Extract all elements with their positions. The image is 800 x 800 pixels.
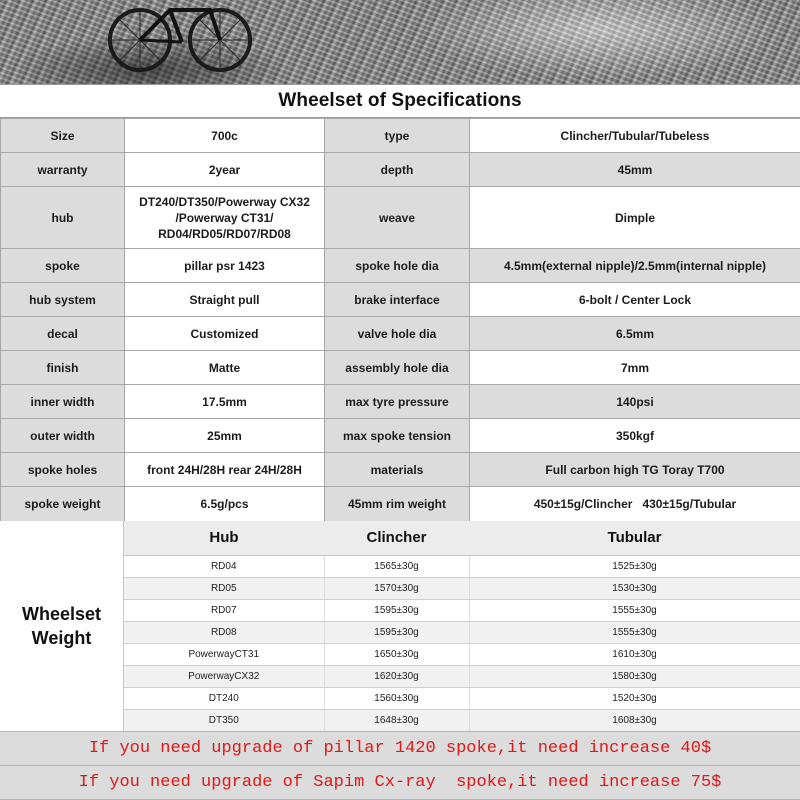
spec-row: [1, 119, 800, 153]
spec-label: spoke holes: [1, 453, 125, 487]
spec-label-2: materials: [325, 453, 470, 487]
spec-value: 2year: [125, 153, 325, 187]
tubular-cell: 1555±30g: [469, 599, 800, 621]
clincher-cell: 1648±30g: [324, 709, 469, 731]
table-row: [124, 643, 800, 665]
spec-row: [1, 419, 800, 453]
spec-label: hub: [1, 187, 125, 249]
weight-label-line: Wheelset: [21, 604, 102, 624]
tubular-cell: 1555±30g: [469, 621, 800, 643]
table-row: [124, 687, 800, 709]
clincher-cell: 1595±30g: [324, 599, 469, 621]
spec-label-2: max tyre pressure: [325, 385, 470, 419]
cycling-photo-banner: [0, 0, 800, 84]
spec-label: Size: [1, 119, 125, 153]
hub-cell: RD04: [124, 555, 324, 577]
spec-value: Customized: [125, 317, 325, 351]
spec-label: warranty: [1, 153, 125, 187]
upgrade-notice-sapim: If you need upgrade of Sapim Cx-ray spoke,it need increase 75$: [0, 765, 800, 800]
weight-header-clincher: Clincher: [324, 521, 469, 555]
spec-row: [1, 487, 800, 522]
wheelset-weight-section: [0, 521, 800, 731]
spec-value-2: 350kgf: [470, 419, 800, 453]
spec-label: finish: [1, 351, 125, 385]
tubular-cell: 1530±30g: [469, 577, 800, 599]
spec-label-2: valve hole dia: [325, 317, 470, 351]
tubular-cell: 1610±30g: [469, 643, 800, 665]
spec-row: [1, 453, 800, 487]
hub-cell: DT240: [124, 687, 324, 709]
table-row: [124, 621, 800, 643]
tubular-cell: 1525±30g: [469, 555, 800, 577]
clincher-cell: 1595±30g: [324, 621, 469, 643]
spec-label-2: depth: [325, 153, 470, 187]
table-row: [124, 555, 800, 577]
spec-value: 25mm: [125, 419, 325, 453]
spec-value-2: Clincher/Tubular/Tubeless: [470, 119, 800, 153]
spec-value: 700c: [125, 119, 325, 153]
page-title: Wheelset of Specifications: [278, 90, 522, 111]
hub-line: DT240/DT350/Powerway CX32: [139, 194, 310, 209]
hub-cell: PowerwayCT31: [124, 643, 324, 665]
spec-row: [1, 153, 800, 187]
spec-row: [1, 187, 800, 249]
page-title-row: [0, 84, 800, 118]
spec-label-2: spoke hole dia: [325, 249, 470, 283]
spec-value-2: 6.5mm: [470, 317, 800, 351]
spec-label-2: max spoke tension: [325, 419, 470, 453]
upgrade-notice-pillar: If you need upgrade of pillar 1420 spoke,it need increase 40$: [0, 731, 800, 765]
spec-value-2: 7mm: [470, 351, 800, 385]
weight-label-line: Weight: [31, 628, 92, 648]
weight-table: [124, 521, 800, 732]
spec-row: [1, 385, 800, 419]
weight-header-row: [124, 521, 800, 555]
spec-label: spoke: [1, 249, 125, 283]
spec-row: [1, 351, 800, 385]
table-row: [124, 709, 800, 731]
tubular-cell: 1608±30g: [469, 709, 800, 731]
spec-value-multiline: [125, 187, 325, 249]
spec-label: outer width: [1, 419, 125, 453]
hub-cell: PowerwayCX32: [124, 665, 324, 687]
spec-label-2: type: [325, 119, 470, 153]
clincher-cell: 1560±30g: [324, 687, 469, 709]
spec-value-2: 45mm: [470, 153, 800, 187]
spec-label: hub system: [1, 283, 125, 317]
spec-value: Matte: [125, 351, 325, 385]
weight-header-hub: Hub: [124, 521, 324, 555]
wheelset-weight-label: [0, 521, 124, 731]
spec-value-2: 6-bolt / Center Lock: [470, 283, 800, 317]
spec-label: spoke weight: [1, 487, 125, 522]
clincher-cell: 1650±30g: [324, 643, 469, 665]
spec-value: 6.5g/pcs: [125, 487, 325, 522]
spec-row: [1, 249, 800, 283]
hub-cell: DT350: [124, 709, 324, 731]
spec-row: [1, 283, 800, 317]
bicycle-silhouette-icon: [100, 0, 400, 84]
hub-cell: RD07: [124, 599, 324, 621]
spec-label-2: brake interface: [325, 283, 470, 317]
spec-value-2: 140psi: [470, 385, 800, 419]
table-row: [124, 577, 800, 599]
tubular-cell: 1520±30g: [469, 687, 800, 709]
clincher-cell: 1570±30g: [324, 577, 469, 599]
hub-line: /Powerway CT31/: [175, 210, 274, 225]
spec-value: 17.5mm: [125, 385, 325, 419]
spec-value-2: Dimple: [470, 187, 800, 249]
spec-label: inner width: [1, 385, 125, 419]
hub-cell: RD08: [124, 621, 324, 643]
clincher-cell: 1565±30g: [324, 555, 469, 577]
spec-value-2: 4.5mm(external nipple)/2.5mm(internal nipple): [470, 249, 800, 283]
spec-value: Straight pull: [125, 283, 325, 317]
table-row: [124, 599, 800, 621]
tubular-cell: 1580±30g: [469, 665, 800, 687]
spec-value: front 24H/28H rear 24H/28H: [125, 453, 325, 487]
spec-label-2: 45mm rim weight: [325, 487, 470, 522]
clincher-cell: 1620±30g: [324, 665, 469, 687]
spec-label-2: weave: [325, 187, 470, 249]
table-row: [124, 665, 800, 687]
spec-table: [0, 118, 800, 522]
spec-label-2: assembly hole dia: [325, 351, 470, 385]
hub-line: RD04/RD05/RD07/RD08: [158, 226, 291, 241]
hub-cell: RD05: [124, 577, 324, 599]
weight-header-tubular: Tubular: [469, 521, 800, 555]
spec-row: [1, 317, 800, 351]
spec-value-2: 450±15g/Clincher 430±15g/Tubular: [470, 487, 800, 522]
spec-label: decal: [1, 317, 125, 351]
spec-value-2: Full carbon high TG Toray T700: [470, 453, 800, 487]
spec-value: pillar psr 1423: [125, 249, 325, 283]
